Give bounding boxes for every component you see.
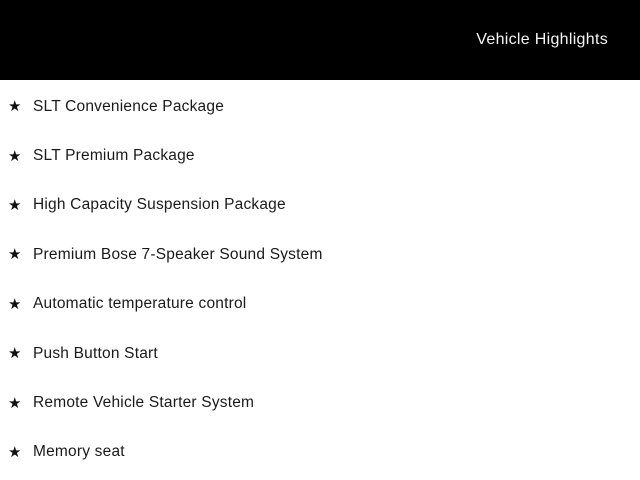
list-item <box>8 329 640 378</box>
star-icon: ★ <box>8 442 22 461</box>
highlight-label: Automatic temperature control <box>33 295 247 313</box>
list-item <box>8 82 640 131</box>
header-bar <box>0 0 640 80</box>
highlight-label: SLT Convenience Package <box>33 97 225 115</box>
highlight-label: Push Button Start <box>33 344 158 362</box>
list-item <box>8 378 640 427</box>
list-item <box>8 280 640 329</box>
highlight-label: SLT Premium Package <box>33 147 195 165</box>
highlights-list <box>0 80 640 477</box>
list-item <box>8 131 640 180</box>
star-icon: ★ <box>8 294 22 313</box>
page-title: Vehicle Highlights <box>476 31 608 48</box>
star-icon: ★ <box>8 245 22 264</box>
list-item <box>8 230 640 279</box>
star-icon: ★ <box>8 344 22 363</box>
star-icon: ★ <box>8 195 22 214</box>
list-item <box>8 428 640 477</box>
highlight-label: Premium Bose 7-Speaker Sound System <box>33 245 323 263</box>
star-icon: ★ <box>8 146 22 165</box>
star-icon: ★ <box>8 393 22 412</box>
highlight-label: Memory seat <box>33 443 125 461</box>
highlight-label: High Capacity Suspension Package <box>33 196 286 214</box>
highlight-label: Remote Vehicle Starter System <box>33 394 255 412</box>
star-icon: ★ <box>8 97 22 116</box>
list-item <box>8 181 640 230</box>
